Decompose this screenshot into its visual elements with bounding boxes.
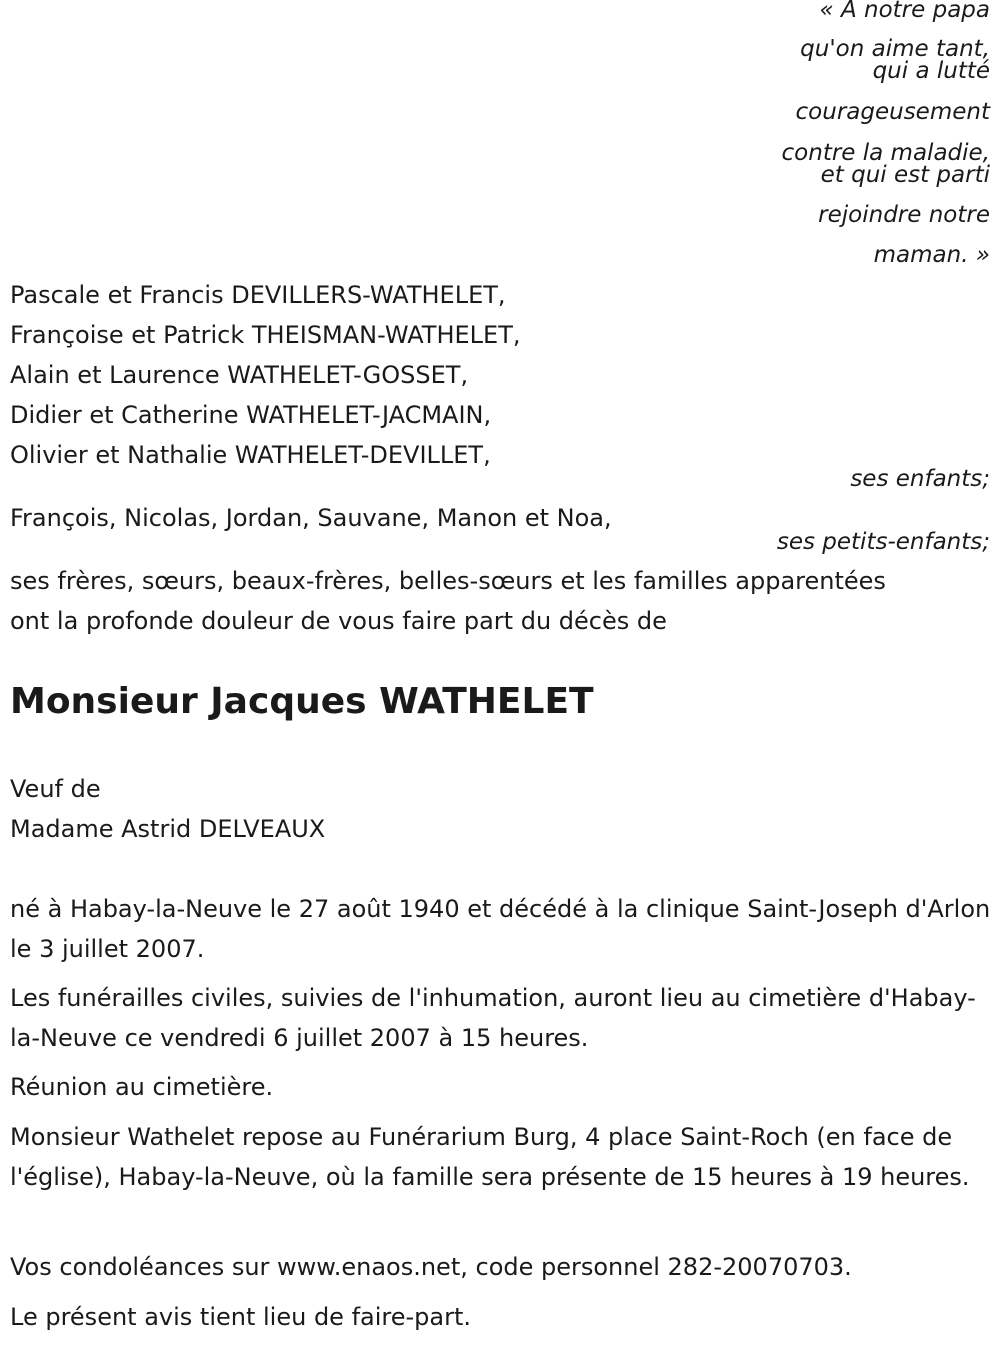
epitaph-line: courageusement	[795, 99, 990, 125]
child-couple: Françoise et Patrick THEISMAN-WATHELET,	[10, 321, 521, 349]
funeral-paragraph: Les funérailles civiles, suivies de l'inhumation, auront lieu au cimetière d'Habay-la-Neuve ce vendredi 6 juillet 2007 à 15 heures.	[10, 984, 976, 1052]
child-couple: Olivier et Nathalie WATHELET-DEVILLET,	[10, 441, 491, 469]
deceased-name: Monsieur Jacques WATHELET	[10, 681, 594, 722]
epitaph-line: rejoindre notre	[818, 202, 990, 228]
child-couple: Didier et Catherine WATHELET-JACMAIN,	[10, 401, 492, 429]
epitaph-line: contre la maladie,	[781, 140, 990, 166]
notice-paragraph: Le présent avis tient lieu de faire-part.	[10, 1303, 472, 1331]
epitaph-line: qu'on aime tant,	[800, 36, 990, 62]
grandchildren-names: François, Nicolas, Jordan, Sauvane, Manon et Noa,	[10, 504, 612, 532]
epitaph-line: et qui est parti	[820, 162, 990, 188]
birth-death-paragraph: né à Habay-la-Neuve le 27 août 1940 et décédé à la clinique Saint-Joseph d'Arlon le 3 juillet 2007.	[10, 895, 991, 963]
epitaph-line: maman. »	[873, 242, 990, 268]
grandchildren-role: ses petits-enfants;	[776, 529, 990, 555]
widower-line: Veuf de	[10, 775, 101, 803]
widower-spouse: Madame Astrid DELVEAUX	[10, 815, 326, 843]
family-line: ses frères, sœurs, beaux-frères, belles-sœurs et les familles apparentées	[10, 567, 886, 595]
child-couple: Alain et Laurence WATHELET-GOSSET,	[10, 361, 469, 389]
epitaph-line: « A notre papa	[819, 0, 990, 23]
family-line: ont la profonde douleur de vous faire part du décès de	[10, 607, 667, 635]
condolences-paragraph: Vos condoléances sur www.enaos.net, code personnel 282-20070703.	[10, 1253, 852, 1281]
children-role: ses enfants;	[850, 466, 990, 492]
meeting-paragraph: Réunion au cimetière.	[10, 1073, 274, 1101]
child-couple: Pascale et Francis DEVILLERS-WATHELET,	[10, 281, 506, 309]
epitaph-line: qui a lutté	[872, 58, 990, 84]
repose-paragraph: Monsieur Wathelet repose au Funérarium Burg, 4 place Saint-Roch (en face de l'église), Habay-la-Neuve, où la famille sera présente de 15 heures à 19 heures.	[10, 1123, 970, 1191]
